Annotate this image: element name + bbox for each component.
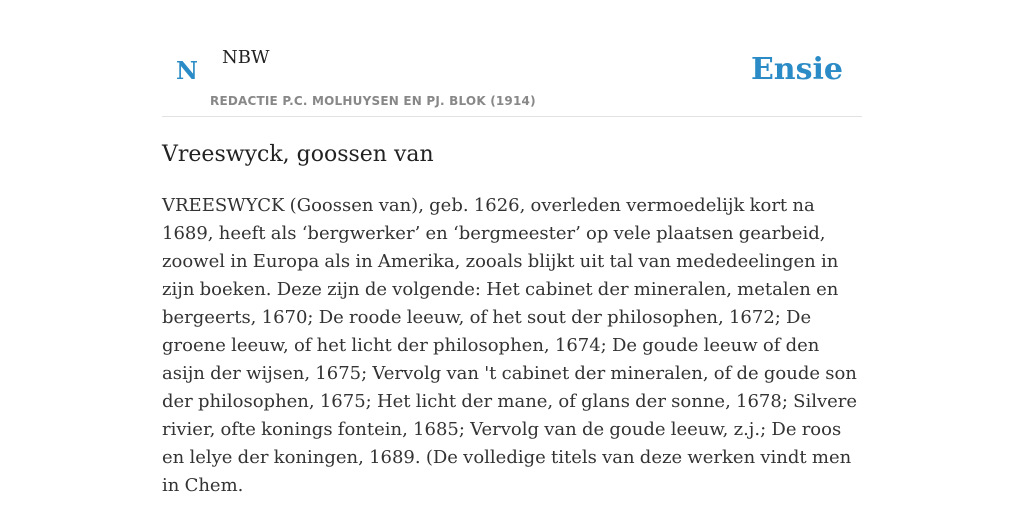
page-header — [162, 0, 862, 117]
source-subtitle: REDACTIE P.C. MOLHUYSEN EN PJ. BLOK (1914) — [210, 94, 536, 108]
brand-logo[interactable]: Ensie — [750, 52, 843, 87]
entry-body: VREESWYCK (Goossen van), geb. 1626, overleden vermoedelijk kort na 1689, heeft als ‘bergwerker’ en ‘bergmeester’ op vele plaatsen gearbeid, zoowel in Europa als in Amerika, zooals blijkt uit tal van mededeelingen in zijn boeken. Deze zijn de volgende: Het cabinet der mineralen, metalen en bergeerts, 1670; De roode leeuw, of het sout der philosophen, 1672; De groene leeuw, of het licht der philosophen, 1674; De goude leeuw of den asijn der wijsen, 1675; Vervolg van 't cabinet der mineralen, of de goude son der philosophen, 1675; Het licht der mane, of glans der sonne, 1678; Silvere rivier, ofte konings fontein, 1685; Vervolg van de goude leeuw, z.j.; De roos en lelye der koningen, 1689. (De volledige titels van deze werken vindt men in Chem. — [162, 195, 858, 496]
source-name[interactable]: NBW — [222, 47, 270, 68]
source-badge-letter[interactable]: N — [176, 56, 198, 85]
entry-title: Vreeswyck, goossen van — [162, 142, 434, 167]
